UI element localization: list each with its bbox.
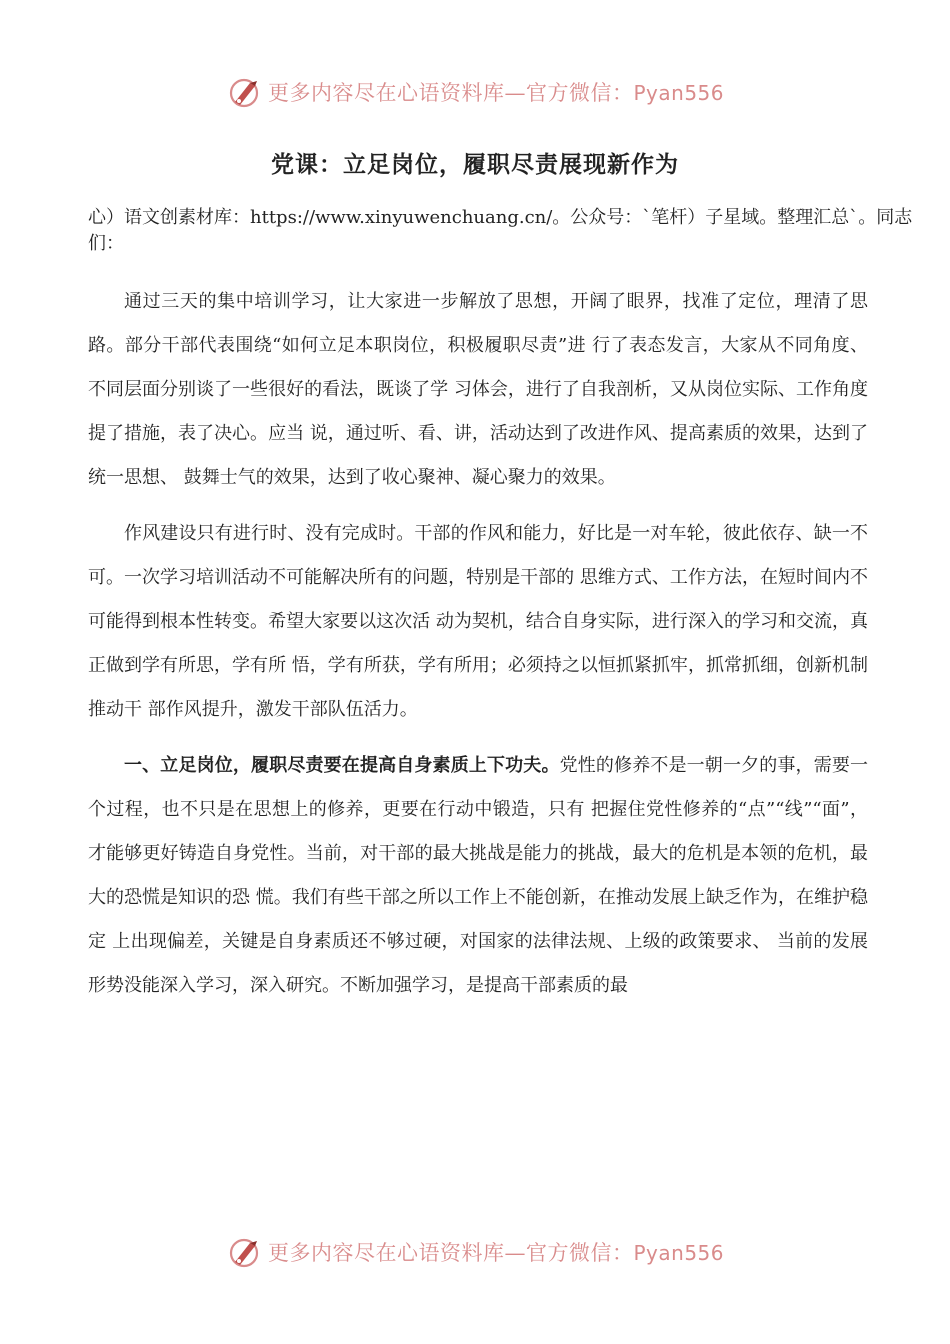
pen-nib-icon (226, 1234, 262, 1270)
watermark-header (0, 72, 950, 112)
section-heading: 一、立足岗位，履职尽责要在提高自身素质上下功夫。 (124, 755, 560, 776)
document-body (88, 280, 868, 1020)
watermark-footer (0, 1232, 950, 1272)
paragraph-2: 作风建设只有进行时、没有完成时。干部的作风和能力，好比是一对车轮，彼此依存、缺一不可。一次学习培训活动不可能解决所有的问题，特别是干部的 思维方式、工作方法，在短时间内不可能得到根本性转变。希望大家要以这次活 动为契机，结合自身实际，进行深入的学习和交流，真正做到学有所思，学有所 悟，学有所获，学有所用；必须持之以恒抓紧抓牢，抓常抓细，创新机制推动干 部作风提升，激发干部队伍活力。 (88, 523, 868, 720)
watermark-text: 更多内容尽在心语资料库—官方微信：Pyan556 (267, 81, 724, 105)
watermark-text: 更多内容尽在心语资料库—官方微信：Pyan556 (267, 1241, 724, 1265)
paragraph-1: 通过三天的集中培训学习，让大家进一步解放了思想，开阔了眼界，找准了定位，理清了思路。部分干部代表围绕“如何立足本职岗位，积极履职尽责”进 行了表态发言，大家从不同角度、不同层面分别谈了一些很好的看法，既谈了学 习体会，进行了自我剖析，又从岗位实际、工作角度提了措施，表了决心。应当 说，通过听、看、讲，活动达到了改进作风、提高素质的效果，达到了统一思想、 鼓舞士气的效果，达到了收心聚神、凝心聚力的效果。 (88, 291, 868, 488)
document-title: 党课：立足岗位，履职尽责展现新作为 (271, 151, 679, 178)
pen-nib-icon (226, 74, 262, 110)
paragraph-3: 一、立足岗位，履职尽责要在提高自身素质上下功夫。党性的修养不是一朝一夕的事，需要一个过程，也不只是在思想上的修养，更要在行动中锻造，只有 把握住党性修养的“点”“线”“面”，才能够更好铸造自身党性。当前，对干部的最大挑战是能力的挑战，最大的危机是本领的危机，最大的恐慌是知识的恐 慌。我们有些干部之所以工作上不能创新，在推动发展上缺乏作为，在维护稳定 上出现偏差，关键是自身素质还不够过硬，对国家的法律法规、上级的政策要求、 当前的发展形势没能深入学习，深入研究。不断加强学习，是提高干部素质的最 (88, 755, 869, 996)
source-line: 心）语文创素材库：https://www.xinyuwenchuang.cn/。公众号：`笔杆）子星域。整理汇总`。同志们： (88, 207, 913, 254)
